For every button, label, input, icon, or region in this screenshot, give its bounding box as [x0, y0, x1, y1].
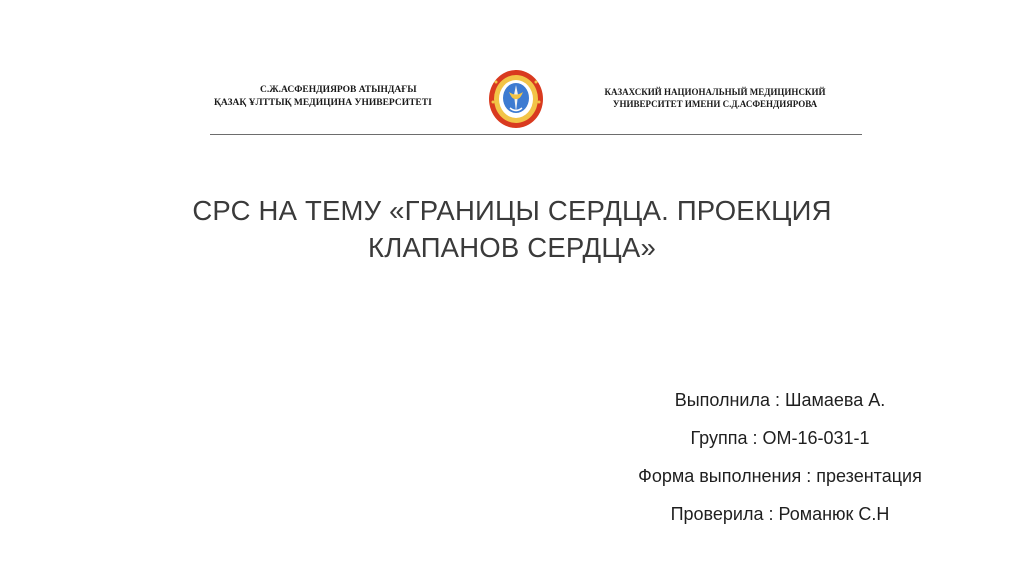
university-name-kazakh-line1: С.Ж.АСФЕНДИЯРОВ АТЫНДАҒЫ — [260, 85, 417, 95]
slide-title-line2: КЛАПАНОВ СЕРДЦА» — [368, 232, 656, 263]
university-emblem-icon — [487, 68, 545, 130]
slide-title-line1: СРС НА ТЕМУ «ГРАНИЦЫ СЕРДЦА. ПРОЕКЦИЯ — [192, 195, 832, 226]
performed-by-text: Выполнила : Шамаева А. — [674, 390, 886, 410]
checked-by-text: Проверила : Романюк С.Н — [670, 504, 890, 524]
university-name-russian-line1: КАЗАХСКИЙ НАЦИОНАЛЬНЫЙ МЕДИЦИНСКИЙ — [604, 87, 826, 97]
university-name-kazakh-line2: ҚАЗАҚ ҰЛТТЫҚ МЕДИЦИНА УНИВЕРСИТЕТІ — [214, 98, 432, 108]
university-name-russian-line2: УНИВЕРСИТЕТ ИМЕНИ С.Д.АСФЕНДИЯРОВА — [612, 99, 818, 109]
university-name-kazakh — [214, 84, 476, 110]
author-info — [560, 385, 1000, 537]
group-text: Группа : ОМ-16-031-1 — [690, 428, 870, 448]
university-name-russian — [580, 86, 850, 110]
header-divider — [210, 134, 862, 135]
slide-title — [120, 192, 904, 266]
form-text: Форма выполнения : презентация — [638, 466, 922, 486]
